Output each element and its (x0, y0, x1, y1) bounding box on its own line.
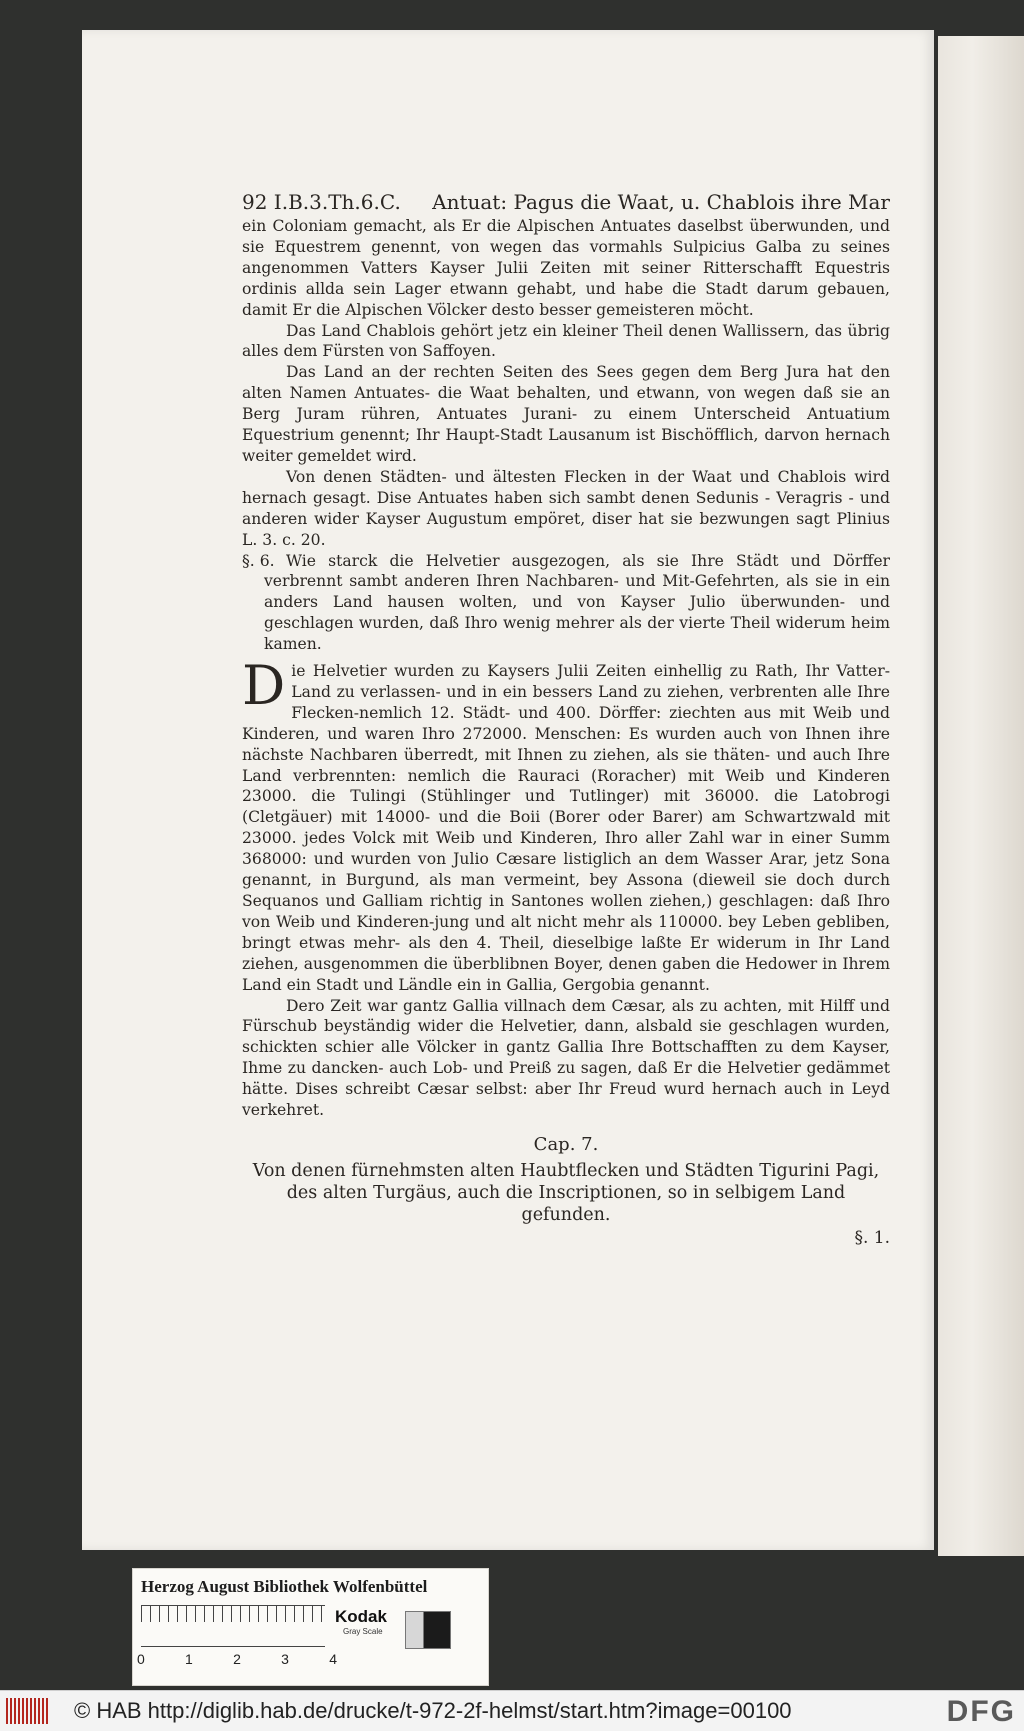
drop-cap: D (242, 654, 286, 718)
gray-scale-label: Gray Scale (343, 1627, 383, 1636)
ruler-tick-label: 2 (233, 1651, 241, 1667)
chapter-title: Von denen fürnehmsten alten Haubtflecken und Städten Tigurini Pagi, des alten Turgäus, auch die Inscriptionen, so in selbigem Land gefunden. (252, 1160, 880, 1225)
ruler-tick-label: 0 (137, 1651, 145, 1667)
paragraph: Das Land Chablois gehört jetz ein kleiner Theil denen Wallissern, das übrig alles dem Fürsten von Saffoyen. (242, 321, 890, 361)
chapter-number: Cap. 7. (533, 1133, 599, 1155)
ruler-tick-label: 1 (185, 1651, 193, 1667)
catchword: §. 1. (854, 1227, 890, 1248)
section-mark: §. 6. (242, 551, 275, 570)
dfg-logo: DFG (946, 1695, 1016, 1728)
library-name: Herzog August Bibliothek Wolfenbüttel (141, 1577, 428, 1596)
header-page-ref: 92 I.B.3.Th.6.C. (242, 190, 401, 214)
dropcap-text: ie Helvetier wurden zu Kaysers Julii Zeiten einhellig zu Rath, Ihr Vatter-Land zu verlassen- und in ein bessers Land zu ziehen, verbrenten alle Ihre Flecken-nemlich 12. Städt- und 400. Dörffer: ziechten aus mit Weib und Kinderen, und waren Ihro 272000. Menschen: Es wurden auch von Ihnen ihre nächste Nachbaren überredt, mit Ihnen zu ziehen, als sie thäten- und auch Ihre Land verbrennten: nemlich die Rauraci (Roracher) mit Weib und Kinderen 23000. die Tulingi (Stühlinger und Tutlinger) mit 36000. die Latobrogi (Cletgäuer) mit 14000- und die Boii (Borer oder Barer) am Schwartzwald mit 23000. jedes Volck mit Weib und Kinderen, Ihro aller Zahl war in einer Summ 368000: und wurden von Julio Cæsare listiglich an dem Wasser Arar, jetz Sona genannt, in Burgund, als man vermeint, bey Assona (dieweil sie doch durch Sequanos und Galliam richtig in Santones wollen ziehen,) geschlagen: daß Ihro von Weib und Kinderen-jung und alt nicht mehr als 110000. bey Leben gebliben, bringt etwas mehr- als den 4. Theil, dieselbige laßte Er widerum in Ihr Land ziehen, ausgenommen die überblibnen Boyer, denen gaben die Hedower in Ihrem Land ein Stadt und Ländle ein in Gallia, Gergobia genannt. (242, 662, 890, 994)
running-header (156, 190, 890, 214)
paragraph: ein Coloniam gemacht, als Er die Alpischen Antuates daselbst überwunden, und sie Equestrem genennt, von wegen das vormahls Sulpicius Galba zu seines angenommen Vatters Kayser Julii Zeiten mit seiner Ritterschafft Equestris ordinis allda sein Lager etwann gehabt, und habe die Stadt darum gebauen, damit Er die Alpischen Völcker desto besser gemeisteren möcht. (242, 217, 890, 319)
kodak-logo: Kodak (335, 1607, 387, 1626)
dropcap-paragraph (242, 654, 890, 996)
color-target-card (132, 1568, 489, 1686)
viewer-footer (0, 1690, 1024, 1731)
paragraph: Von denen Städten- und ältesten Flecken in der Waat und Chablois wird hernach gesagt. Dise Antuates haben sich sambt denen Sedunis - Veragris - und anderen wider Kayser Augustum empöret, diser hat sie bezwungen sagt Plinius L. 3. c. 20. (242, 467, 890, 549)
gray-scale-swatch (405, 1611, 451, 1649)
section-summary-text: Wie starck die Helvetier ausgezogen, als sie Ihre Städt und Dörffer verbrennt sambt anderen Ihren Nachbaren- und Mit-Gefehrten, als sie in ein anders Land hausen wolten, und von Kayser Julio überwunden- und geschlagen wurden, daß Ihro wenig mehrer als der vierte Theil widerum heim kamen. (264, 551, 890, 654)
ruler-tick-label: 3 (281, 1651, 289, 1667)
paragraph: Dero Zeit war gantz Gallia villnach dem Cæsar, als zu achten, mit Hilff und Fürschub beyständig wider die Helvetier, dann, alsbald sie geschlagen wurden, schickten schier alle Völcker in gantz Gallia Ihre Bottschafften zu dem Kayser, Ihme zu dancken- auch Lob- und Preiß zu sagen, daß Er die Helvetier gedämmet hätte. Dises schreibt Cæsar selbst: aber Ihr Freud wurd hernach auch in Leyd verkehret. (242, 996, 890, 1120)
source-url[interactable]: © HAB http://diglib.hab.de/drucke/t-972-2f-helmst/start.htm?image=00100 (74, 1698, 792, 1723)
facing-page-edge (938, 36, 1024, 1556)
measurement-ruler (141, 1605, 325, 1647)
page-text (242, 190, 890, 1249)
book-page (82, 30, 934, 1550)
paragraph: Das Land an der rechten Seiten des Sees gegen dem Berg Jura hat den alten Namen Antuates- die Waat behalten, und etwann, von wegen daß sie an Berg Juram rühren, Antuates Jurani- zu einem Unterscheid Antuatium Equestrium genennt; Ihr Haupt-Stadt Lausanum ist Bischöfflich, darvon hernach weiter gemeldet wird. (242, 363, 890, 465)
section-summary (242, 551, 890, 656)
ruler-scale (137, 1651, 337, 1667)
header-title: Antuat: Pagus die Waat, u. Chablois ihre Mar (432, 190, 890, 214)
barcode-icon (6, 1698, 48, 1724)
ruler-tick-label: 4 (329, 1651, 337, 1667)
